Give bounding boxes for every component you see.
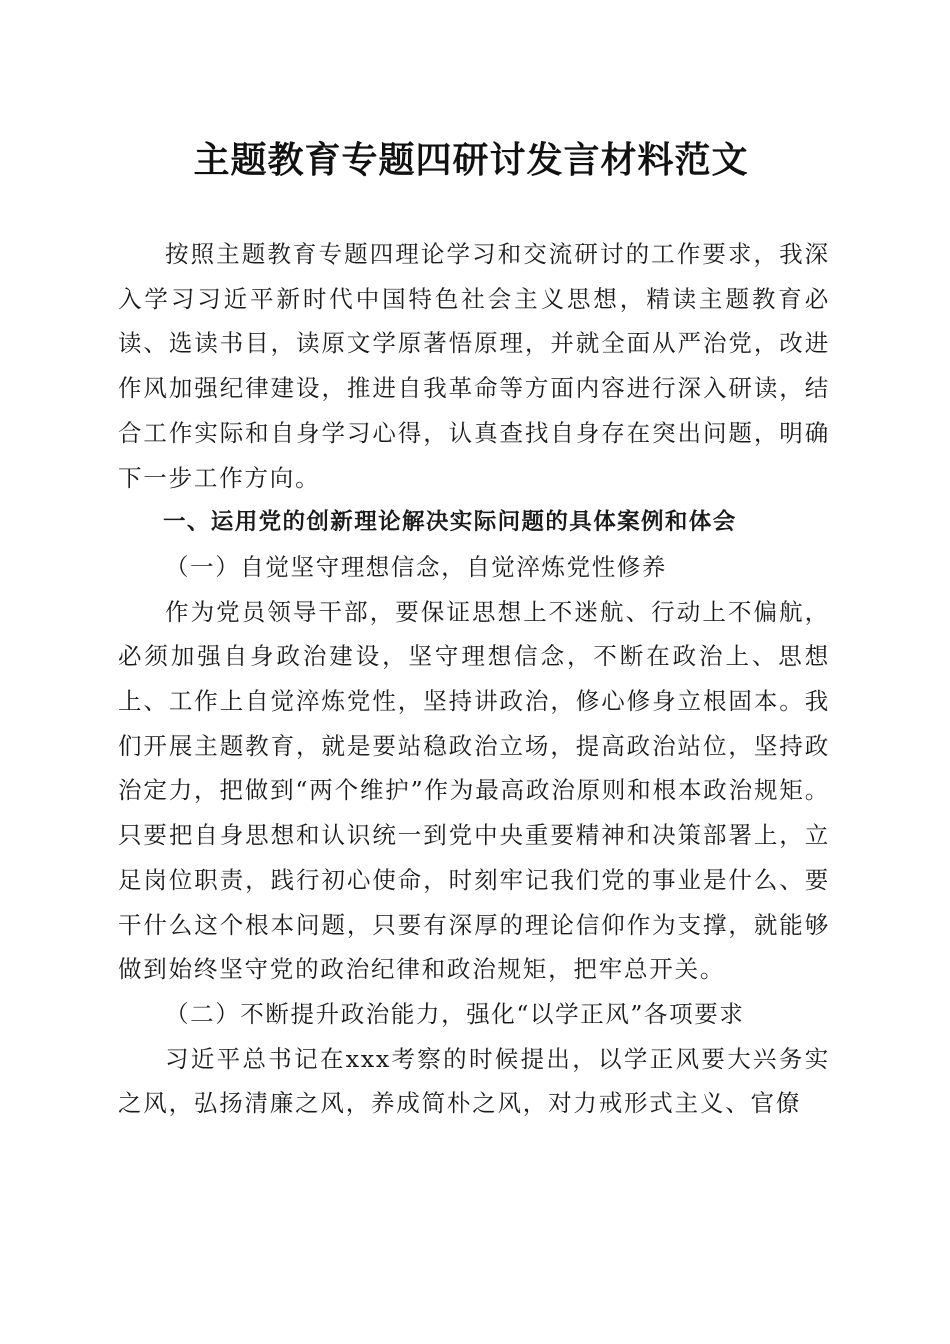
- body-paragraph-1: 作为党员领导干部，要保证思想上不迷航、行动上不偏航，必须加强自身政治建设，坚守理想信念，不断在政治上、思想上、工作上自觉淬炼党性，坚持讲政治，修心修身立根固本。我们开展主题教育，就是要站稳政治立场，提高政治站位，坚持政治定力，把做到“两个维护”作为最高政治原则和根本政治规矩。只要把自身思想和认识统一到党中央重要精神和决策部署上，立足岗位职责，践行初心使命，时刻牢记我们党的事业是什么、要干什么这个根本问题，只要有深厚的理论信仰作为支撑，就能够做到始终坚守党的政治纪律和政治规矩，把牢总开关。: [118, 597, 830, 984]
- section-heading-1: 一、运用党的创新理论解决实际问题的具体案例和体会: [163, 509, 737, 536]
- document-body: [118, 232, 830, 1126]
- body-paragraph-2: 习近平总书记在xxx考察的时候提出，以学正风要大兴务实之风，弘扬清廉之风，养成简朴之风，对力戒形式主义、官僚: [118, 1044, 830, 1118]
- document-title: 主题教育专题四研讨发言材料范文: [193, 139, 749, 181]
- intro-paragraph: 按照主题教育专题四理论学习和交流研讨的工作要求，我深入学习习近平新时代中国特色社会主义思想，精读主题教育必读、选读书目，读原文学原著悟原理，并就全面从严治党，改进作风加强纪律建设，推进自我革命等方面内容进行深入研读，结合工作实际和自身学习心得，认真查找自身存在突出问题，明确下一步工作方向。: [118, 240, 830, 492]
- subsection-heading-2: （二）不断提升政治能力，强化“以学正风”各项要求: [165, 999, 745, 1028]
- subsection-heading-1: （一）自觉坚守理想信念，自觉淬炼党性修养: [165, 552, 667, 581]
